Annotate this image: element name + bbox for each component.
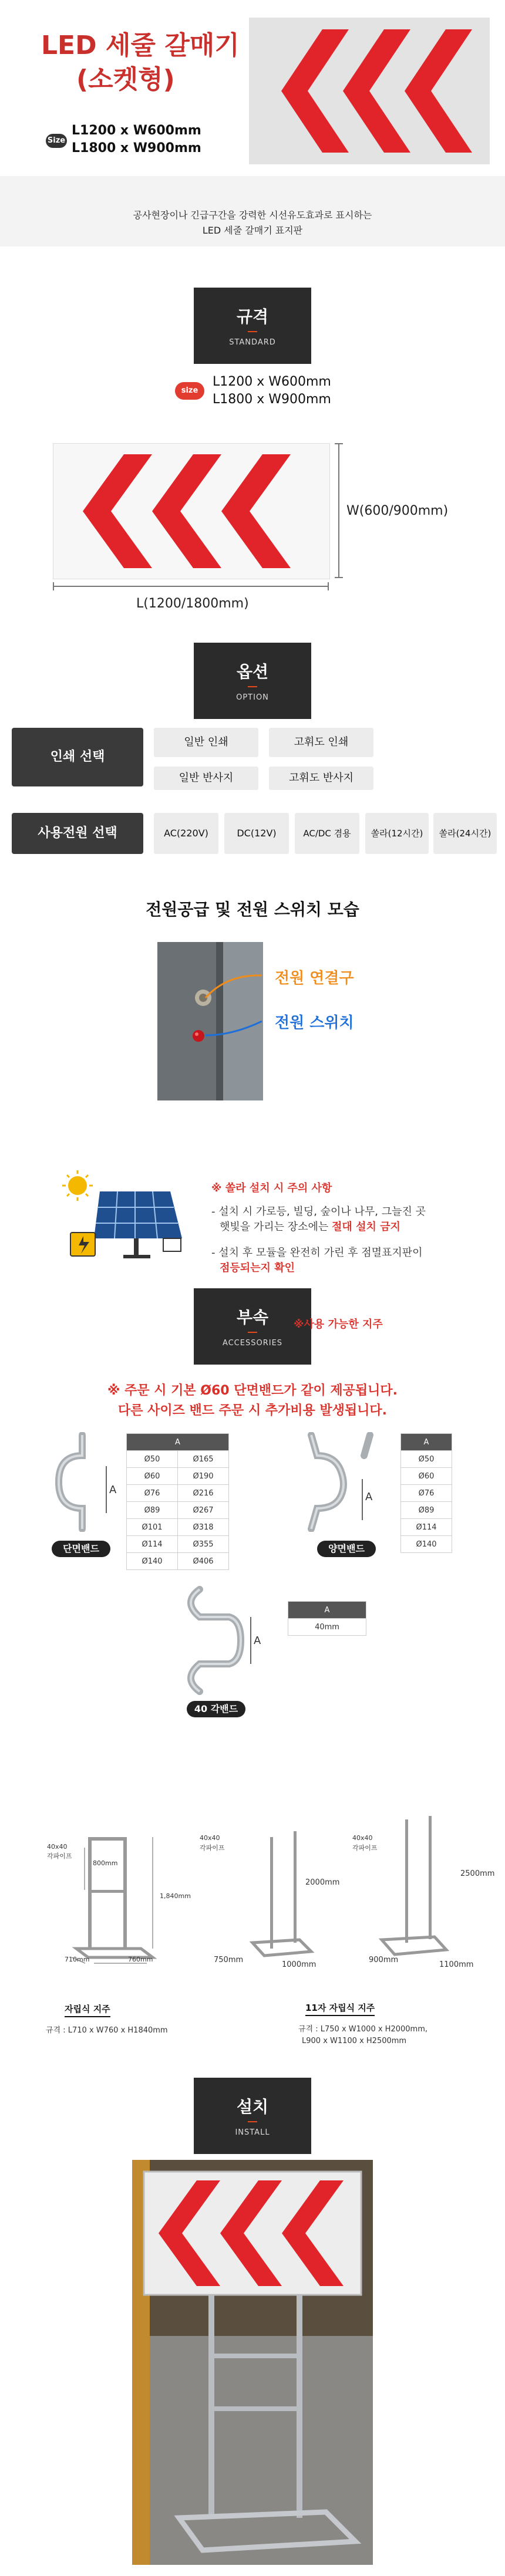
table-cell: Ø267 — [178, 1502, 229, 1519]
stand1-pipe: 40x40 — [47, 1843, 68, 1851]
table-cell: Ø50 — [127, 1451, 178, 1468]
table-cell: Ø60 — [127, 1468, 178, 1485]
table-cell: Ø165 — [178, 1451, 229, 1468]
stand1-name: 자립식 지주 — [65, 2003, 110, 2017]
standard-subtitle: STANDARD — [229, 338, 276, 347]
intro-line-1: 공사현장이나 긴급구간을 강력한 시선유도효과로 표시하는 — [133, 210, 372, 221]
option-header — [194, 643, 311, 719]
power-option-solar-24[interactable]: 쏠라(24시간) — [433, 813, 497, 854]
band-notice-line2: 다른 사이즈 밴드 주문 시 추가비용 발생됩니다. — [117, 1403, 388, 1418]
spec-sign-diagram — [53, 443, 330, 579]
stand23-name: 11자 자립식 지주 — [305, 2001, 375, 2016]
option-title: 옵션 — [236, 662, 269, 681]
header-divider — [248, 686, 257, 687]
table-cell: Ø76 — [401, 1485, 452, 1502]
double-band-table — [400, 1433, 452, 1553]
print-option-high-luminance[interactable]: 고휘도 인쇄 — [269, 728, 373, 757]
double-band-dimension-line — [362, 1479, 363, 1520]
power-option-dc[interactable]: DC(12V) — [224, 813, 289, 854]
solar-panel-illustration — [59, 1168, 188, 1268]
intro-line-2: LED 세줄 갈매기 표지판 — [202, 225, 303, 236]
hero-sign-image — [249, 18, 490, 164]
double-band-name: 양면밴드 — [317, 1541, 376, 1557]
print-option-label: 인쇄 선택 — [12, 728, 143, 786]
length-dimension-line — [53, 586, 329, 587]
stand3-w: 1100mm — [439, 1960, 474, 1969]
stand1-spec: 규격 : L710 x W760 x H1840mm — [46, 2026, 168, 2035]
stand23-spec2: L900 x W1100 x H2500mm — [302, 2037, 407, 2045]
spec-size-2: L1800 x W900mm — [213, 392, 331, 407]
solar-notice-emphasis: 절대 설치 금지 — [332, 1221, 400, 1233]
stand1-w: 760mm — [128, 1956, 153, 1963]
table-cell: 40mm — [288, 1619, 366, 1636]
header-divider — [248, 1332, 257, 1333]
size-line-2: L1800 x W900mm — [72, 141, 201, 156]
table-cell: Ø76 — [127, 1485, 178, 1502]
table-cell: Ø101 — [127, 1519, 178, 1536]
square-band-table — [288, 1601, 366, 1636]
table-cell: Ø89 — [401, 1502, 452, 1519]
power-option-ac[interactable]: AC(220V) — [154, 813, 218, 854]
stand3-pipe: 40x40 — [352, 1834, 373, 1842]
stand2-h: 2000mm — [305, 1878, 340, 1887]
size-pill: size — [175, 382, 204, 400]
table-cell: Ø50 — [401, 1451, 452, 1468]
install-subtitle: INSTALL — [235, 2128, 270, 2137]
single-band-table-header: A — [127, 1434, 229, 1451]
table-cell: Ø60 — [401, 1468, 452, 1485]
stand2-d: 750mm — [214, 1956, 244, 1964]
header-divider — [248, 2121, 257, 2122]
accessories-subtitle: ACCESSORIES — [222, 1339, 283, 1348]
standard-header — [194, 288, 311, 364]
band-notice-line1: ※ 주문 시 기본 Ø60 단면밴드가 같이 제공됩니다. — [107, 1383, 398, 1398]
stand3-d: 900mm — [369, 1956, 399, 1964]
solar-notice-text: 햇빛을 가리는 장소에는 — [220, 1221, 332, 1233]
power-option-solar-12[interactable]: 쏠라(12시간) — [365, 813, 429, 854]
power-switch-label: 전원 스위치 — [275, 1014, 354, 1032]
stand23-spec1: 규격 : L750 x W1000 x H2000mm, — [298, 2025, 427, 2034]
stand1-d: 710mm — [65, 1956, 90, 1963]
stand2-w: 1000mm — [282, 1960, 317, 1969]
power-connector-label: 전원 연결구 — [275, 970, 354, 987]
length-dimension-tick-left — [53, 582, 54, 590]
print-option-normal-reflective[interactable]: 일반 반사지 — [154, 767, 258, 790]
table-cell: Ø114 — [127, 1536, 178, 1553]
stand2-illustration — [235, 1825, 317, 1966]
callout-arrows — [203, 963, 268, 1039]
single-band-table — [126, 1433, 229, 1570]
stand1-illustration — [65, 1831, 159, 1966]
double-band-table-header: A — [401, 1434, 452, 1451]
header-divider — [248, 331, 257, 332]
table-cell: Ø89 — [127, 1502, 178, 1519]
width-dimension-tick-top — [335, 443, 343, 444]
square-band-dimension: A — [254, 1635, 261, 1647]
length-dimension-tick-right — [328, 582, 329, 590]
single-band-dimension-line — [106, 1466, 107, 1513]
width-dimension-tick-bottom — [335, 577, 343, 578]
table-cell: Ø318 — [178, 1519, 229, 1536]
double-band-illustration — [299, 1432, 382, 1532]
print-option-normal[interactable]: 일반 인쇄 — [154, 728, 258, 757]
option-subtitle: OPTION — [236, 693, 269, 702]
square-band-name: 40 각밴드 — [187, 1701, 245, 1717]
table-cell: Ø190 — [178, 1468, 229, 1485]
single-band-dimension: A — [109, 1484, 117, 1496]
accessories-title: 부속 — [236, 1308, 269, 1327]
solar-notice-bullet1-line2 — [220, 1220, 400, 1235]
square-band-illustration — [176, 1585, 253, 1696]
stand1-h2: 1,840mm — [160, 1892, 191, 1900]
power-option-label: 사용전원 선택 — [12, 813, 143, 854]
solar-notice-bullet2-line2: 점등되는지 확인 — [220, 1262, 295, 1274]
stand3-h: 2500mm — [460, 1869, 495, 1878]
stand1-pipe-sub: 각파이프 — [47, 1852, 72, 1860]
accessories-note: ※사용 가능한 지주 — [294, 1318, 383, 1331]
install-header — [194, 2078, 311, 2154]
install-photo — [132, 2160, 373, 2565]
power-option-acdc[interactable]: AC/DC 겸용 — [295, 813, 359, 854]
solar-notice-title: ※ 쏠라 설치 시 주의 사항 — [211, 1182, 332, 1194]
table-cell: Ø406 — [178, 1553, 229, 1570]
width-label: W(600/900mm) — [346, 504, 449, 518]
solar-notice-bullet2-line1: - 설치 후 모듈을 완전히 가린 후 점멸표지판이 — [211, 1247, 423, 1259]
spec-size-1: L1200 x W600mm — [213, 374, 331, 389]
stand1-h1: 800mm — [93, 1859, 118, 1867]
size-badge: Size — [46, 134, 67, 148]
double-band-dimension: A — [365, 1491, 373, 1503]
power-section-title: 전원공급 및 전원 스위치 모습 — [146, 900, 359, 919]
square-band-dimension-line — [250, 1617, 251, 1664]
single-band-name: 단면밴드 — [52, 1541, 110, 1557]
table-cell: Ø140 — [127, 1553, 178, 1570]
table-cell: Ø140 — [401, 1536, 452, 1553]
product-title: LED 세줄 갈매기 — [41, 31, 240, 60]
width-dimension-line — [338, 443, 339, 578]
table-cell: Ø355 — [178, 1536, 229, 1553]
size-line-1: L1200 x W600mm — [72, 123, 201, 138]
stand2-pipe: 40x40 — [200, 1834, 220, 1842]
install-title: 설치 — [236, 2097, 269, 2116]
stand3-illustration — [364, 1814, 452, 1966]
single-band-illustration — [47, 1432, 112, 1532]
table-cell: Ø216 — [178, 1485, 229, 1502]
table-cell: Ø114 — [401, 1519, 452, 1536]
square-band-table-header: A — [288, 1602, 366, 1619]
solar-notice-bullet1-line1: - 설치 시 가로등, 빌딩, 숲이나 나무, 그늘진 곳 — [211, 1206, 426, 1218]
standard-title: 규격 — [236, 307, 269, 326]
stand2-pipe-sub: 각파이프 — [200, 1844, 225, 1852]
stand3-pipe-sub: 각파이프 — [352, 1844, 378, 1852]
length-label: L(1200/1800mm) — [136, 596, 249, 611]
print-option-high-reflective[interactable]: 고휘도 반사지 — [269, 767, 373, 790]
product-subtitle: (소켓형) — [76, 65, 175, 94]
